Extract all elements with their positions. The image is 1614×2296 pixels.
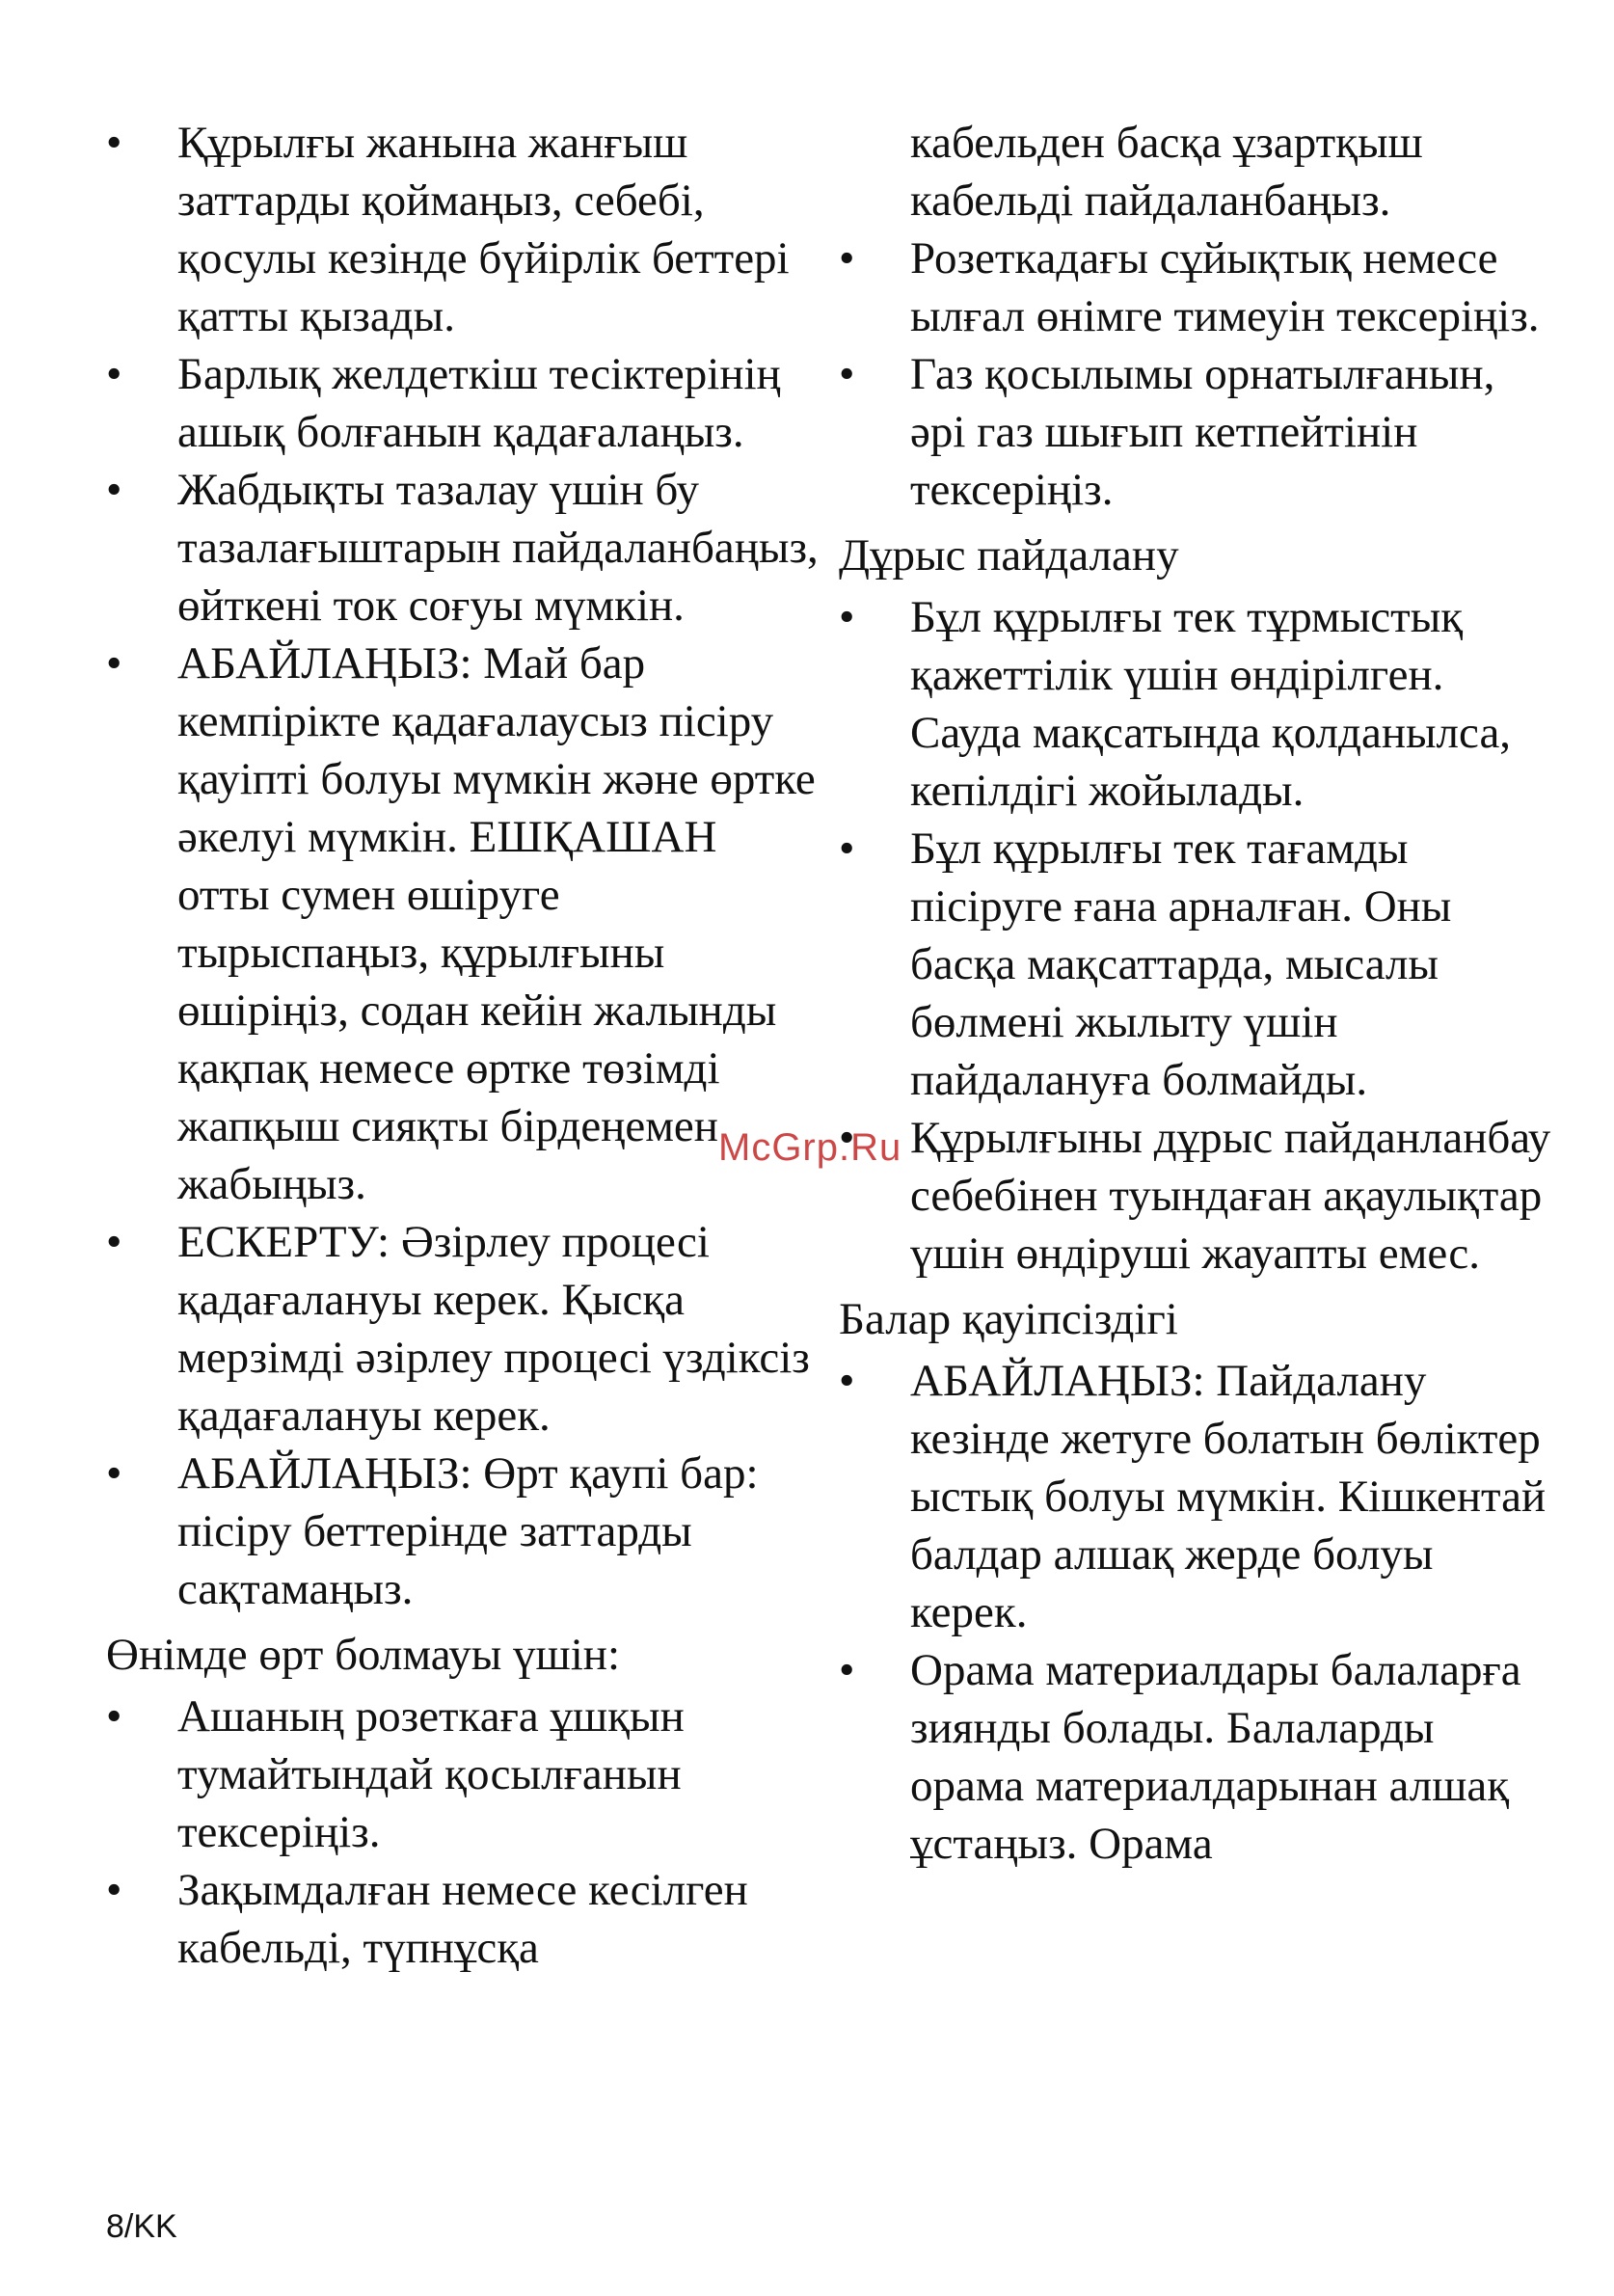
list-item: • Құрылғыны дұрыс пайданланбау себебінен туындаған ақаулықтар үшін өндіруші жауапты емес. xyxy=(839,1109,1552,1283)
list-item: • Зақымдалған немесе кесілген кабельді, түпнұсқа xyxy=(106,1861,820,1977)
right-list-continuation xyxy=(839,114,1552,519)
right-column xyxy=(839,114,1552,1873)
list-item: • Бұл құрылғы тек тағамды пісіруге ғана арналған. Оны басқа мақсаттарда, мысалы бөлмені жылыту үшін пайдалануға болмайды. xyxy=(839,820,1552,1109)
list-item: • Құрылғы жанына жанғыш заттарды қоймаңыз, себебі, қосулы кезінде бүйірлік беттері қатты қызады. xyxy=(106,114,820,345)
list-item: • Бұл құрылғы тек тұрмыстық қажеттілік үшін өндірілген. Сауда мақсатында қолданылса, кепілдігі жойылады. xyxy=(839,588,1552,820)
list-item: • ЕСКЕРТУ: Әзірлеу процесі қадағалануы керек. Қысқа мерзімді әзірлеу процесі үздіксіз қадағалануы керек. xyxy=(106,1213,820,1445)
left-column xyxy=(106,114,820,1977)
list-item: • Барлық желдеткіш тесіктерінің ашық болғанын қадағалаңыз. xyxy=(106,345,820,461)
list-item: • Розеткадағы сұйықтық немесе ылғал өнімге тимеуін тексеріңіз. xyxy=(839,230,1552,345)
list-item: • Газ қосылымы орнатылғанын, әрі газ шығып кетпейтінін тексеріңіз. xyxy=(839,345,1552,519)
watermark: McGrp.Ru xyxy=(718,1126,902,1169)
list-item: • Ашаның розеткаға ұшқын тумайтындай қосылғанын тексеріңіз. xyxy=(106,1688,820,1861)
right-list-mid xyxy=(839,588,1552,1283)
list-item: • Жабдықты тазалау үшін бу тазалағыштарын пайдаланбаңыз, өйткені ток соғуы мүмкін. xyxy=(106,461,820,635)
list-item: • АБАЙЛАҢЫЗ: Пайдалану кезінде жетуге болатын бөліктер ыстық болуы мүмкін. Кішкентай балдар алшақ жерде болуы керек. xyxy=(839,1352,1552,1641)
section-heading: Өнімде өрт болмауы үшін: xyxy=(106,1630,621,1680)
list-item: • АБАЙЛАҢЫЗ: Өрт қаупі бар: пісіру беттерінде заттарды сақтамаңыз. xyxy=(106,1445,820,1618)
left-list-after xyxy=(106,1688,820,1977)
list-item: • АБАЙЛАҢЫЗ: Май бар кемпірікте қадағалаусыз пісіру қауіпті болуы мүмкін және өртке әкелуі мүмкін. ЕШҚАШАН отты сумен өшіруге тырыспаңыз, құрылғыны өшіріңіз, содан кейін жалынды қақпақ немесе өртке төзімді жапқыш сияқты бірдеңемен жабыңыз. xyxy=(106,635,820,1213)
page-number: 8/KK xyxy=(106,2208,177,2245)
list-item: • Орама материалдары балаларға зиянды болады. Балаларды орама материалдарынан алшақ ұстаңыз. Орама xyxy=(839,1641,1552,1873)
right-list-after xyxy=(839,1352,1552,1873)
left-list-before xyxy=(106,114,820,1618)
list-item-continuation: кабельден басқа ұзартқыш кабельді пайдаланбаңыз. xyxy=(910,118,1423,226)
section-heading-child-safety: Балар қауіпсіздігі xyxy=(839,1294,1178,1344)
section-heading-correct-use: Дұрыс пайдалану xyxy=(839,530,1179,581)
